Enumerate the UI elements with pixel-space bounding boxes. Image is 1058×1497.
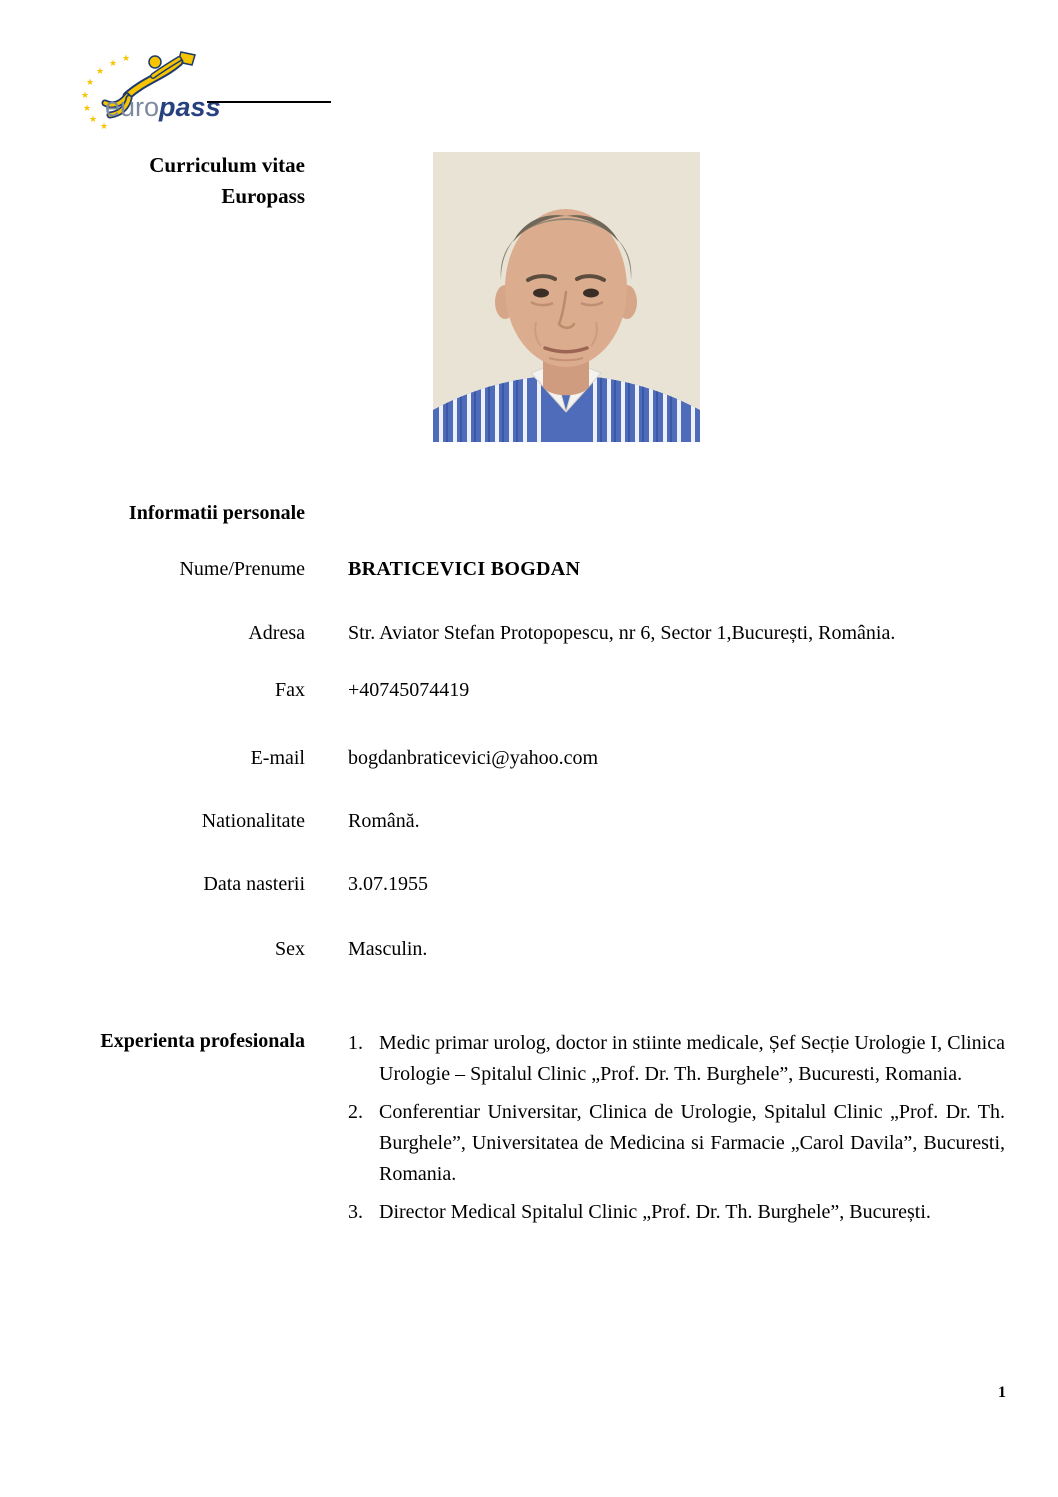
field-row-fax [0, 677, 1058, 703]
svg-text:★: ★ [96, 67, 105, 77]
personal-info-section-row [0, 500, 1058, 526]
field-label-fax: Fax [275, 679, 305, 701]
personal-info-heading: Informatii personale [128, 502, 305, 524]
field-row-address [0, 620, 1058, 646]
document-title [0, 150, 305, 212]
field-row-sex [0, 936, 1058, 962]
experience-item [348, 1097, 1005, 1190]
title-line-2: Europass [221, 184, 305, 208]
experience-item-number: 2. [348, 1101, 363, 1123]
svg-text:★: ★ [81, 91, 90, 101]
field-label-nationality: Nationalitate [201, 810, 305, 832]
experience-item-number: 3. [348, 1201, 363, 1223]
field-row-nationality [0, 808, 1058, 834]
svg-text:★: ★ [122, 54, 131, 64]
field-label-sex: Sex [275, 938, 305, 960]
field-label-email: E-mail [250, 747, 305, 769]
portrait-photo [433, 152, 700, 442]
svg-text:★: ★ [86, 78, 95, 88]
field-value-email: bogdanbraticevici@yahoo.com [348, 747, 598, 769]
europass-logo [75, 50, 345, 130]
page-number: 1 [998, 1384, 1006, 1401]
portrait-photo-image [433, 152, 700, 442]
experience-item-number: 1. [348, 1032, 363, 1054]
europass-logo-graphic [75, 50, 345, 130]
field-value-name: BRATICEVICI BOGDAN [348, 558, 581, 580]
title-line-1: Curriculum vitae [149, 153, 305, 177]
field-value-sex: Masculin. [348, 938, 428, 960]
experience-item-text: Conferentiar Universitar, Clinica de Urologie, Spitalul Clinic „Prof. Dr. Th. Burghele”, Universitatea de Medicina si Farmacie „Carol Davila”, Bucuresti, Romania. [379, 1101, 1005, 1185]
experience-item-text: Medic primar urolog, doctor in stiinte medicale, Șef Secție Urologie I, Clinica Urologie – Spitalul Clinic „Prof. Dr. Th. Burghele”, Bucuresti, Romania. [379, 1032, 1005, 1085]
svg-text:★: ★ [109, 59, 118, 69]
field-value-nationality: Română. [348, 810, 420, 832]
field-label-birthdate: Data nasterii [203, 873, 305, 895]
experience-item [348, 1028, 1005, 1090]
experience-item [348, 1197, 1005, 1228]
svg-text:★: ★ [89, 115, 98, 125]
field-value-fax: +40745074419 [348, 679, 470, 701]
field-row-email [0, 745, 1058, 771]
europass-wordmark: europass [105, 92, 221, 122]
experience-item-text: Director Medical Spitalul Clinic „Prof. Dr. Th. Burghele”, București. [379, 1201, 931, 1223]
field-label-name: Nume/Prenume [179, 558, 305, 580]
svg-text:★: ★ [100, 122, 109, 130]
field-row-birthdate [0, 871, 1058, 897]
experience-heading: Experienta profesionala [100, 1030, 305, 1052]
svg-text:★: ★ [83, 104, 92, 114]
field-label-address: Adresa [248, 622, 305, 644]
field-value-address: Str. Aviator Stefan Protopopescu, nr 6, Sector 1,București, România. [348, 622, 896, 644]
field-value-birthdate: 3.07.1955 [348, 873, 428, 895]
experience-list [348, 1028, 1005, 1235]
field-row-name [0, 556, 1058, 582]
experience-section-row [0, 1028, 1058, 1235]
